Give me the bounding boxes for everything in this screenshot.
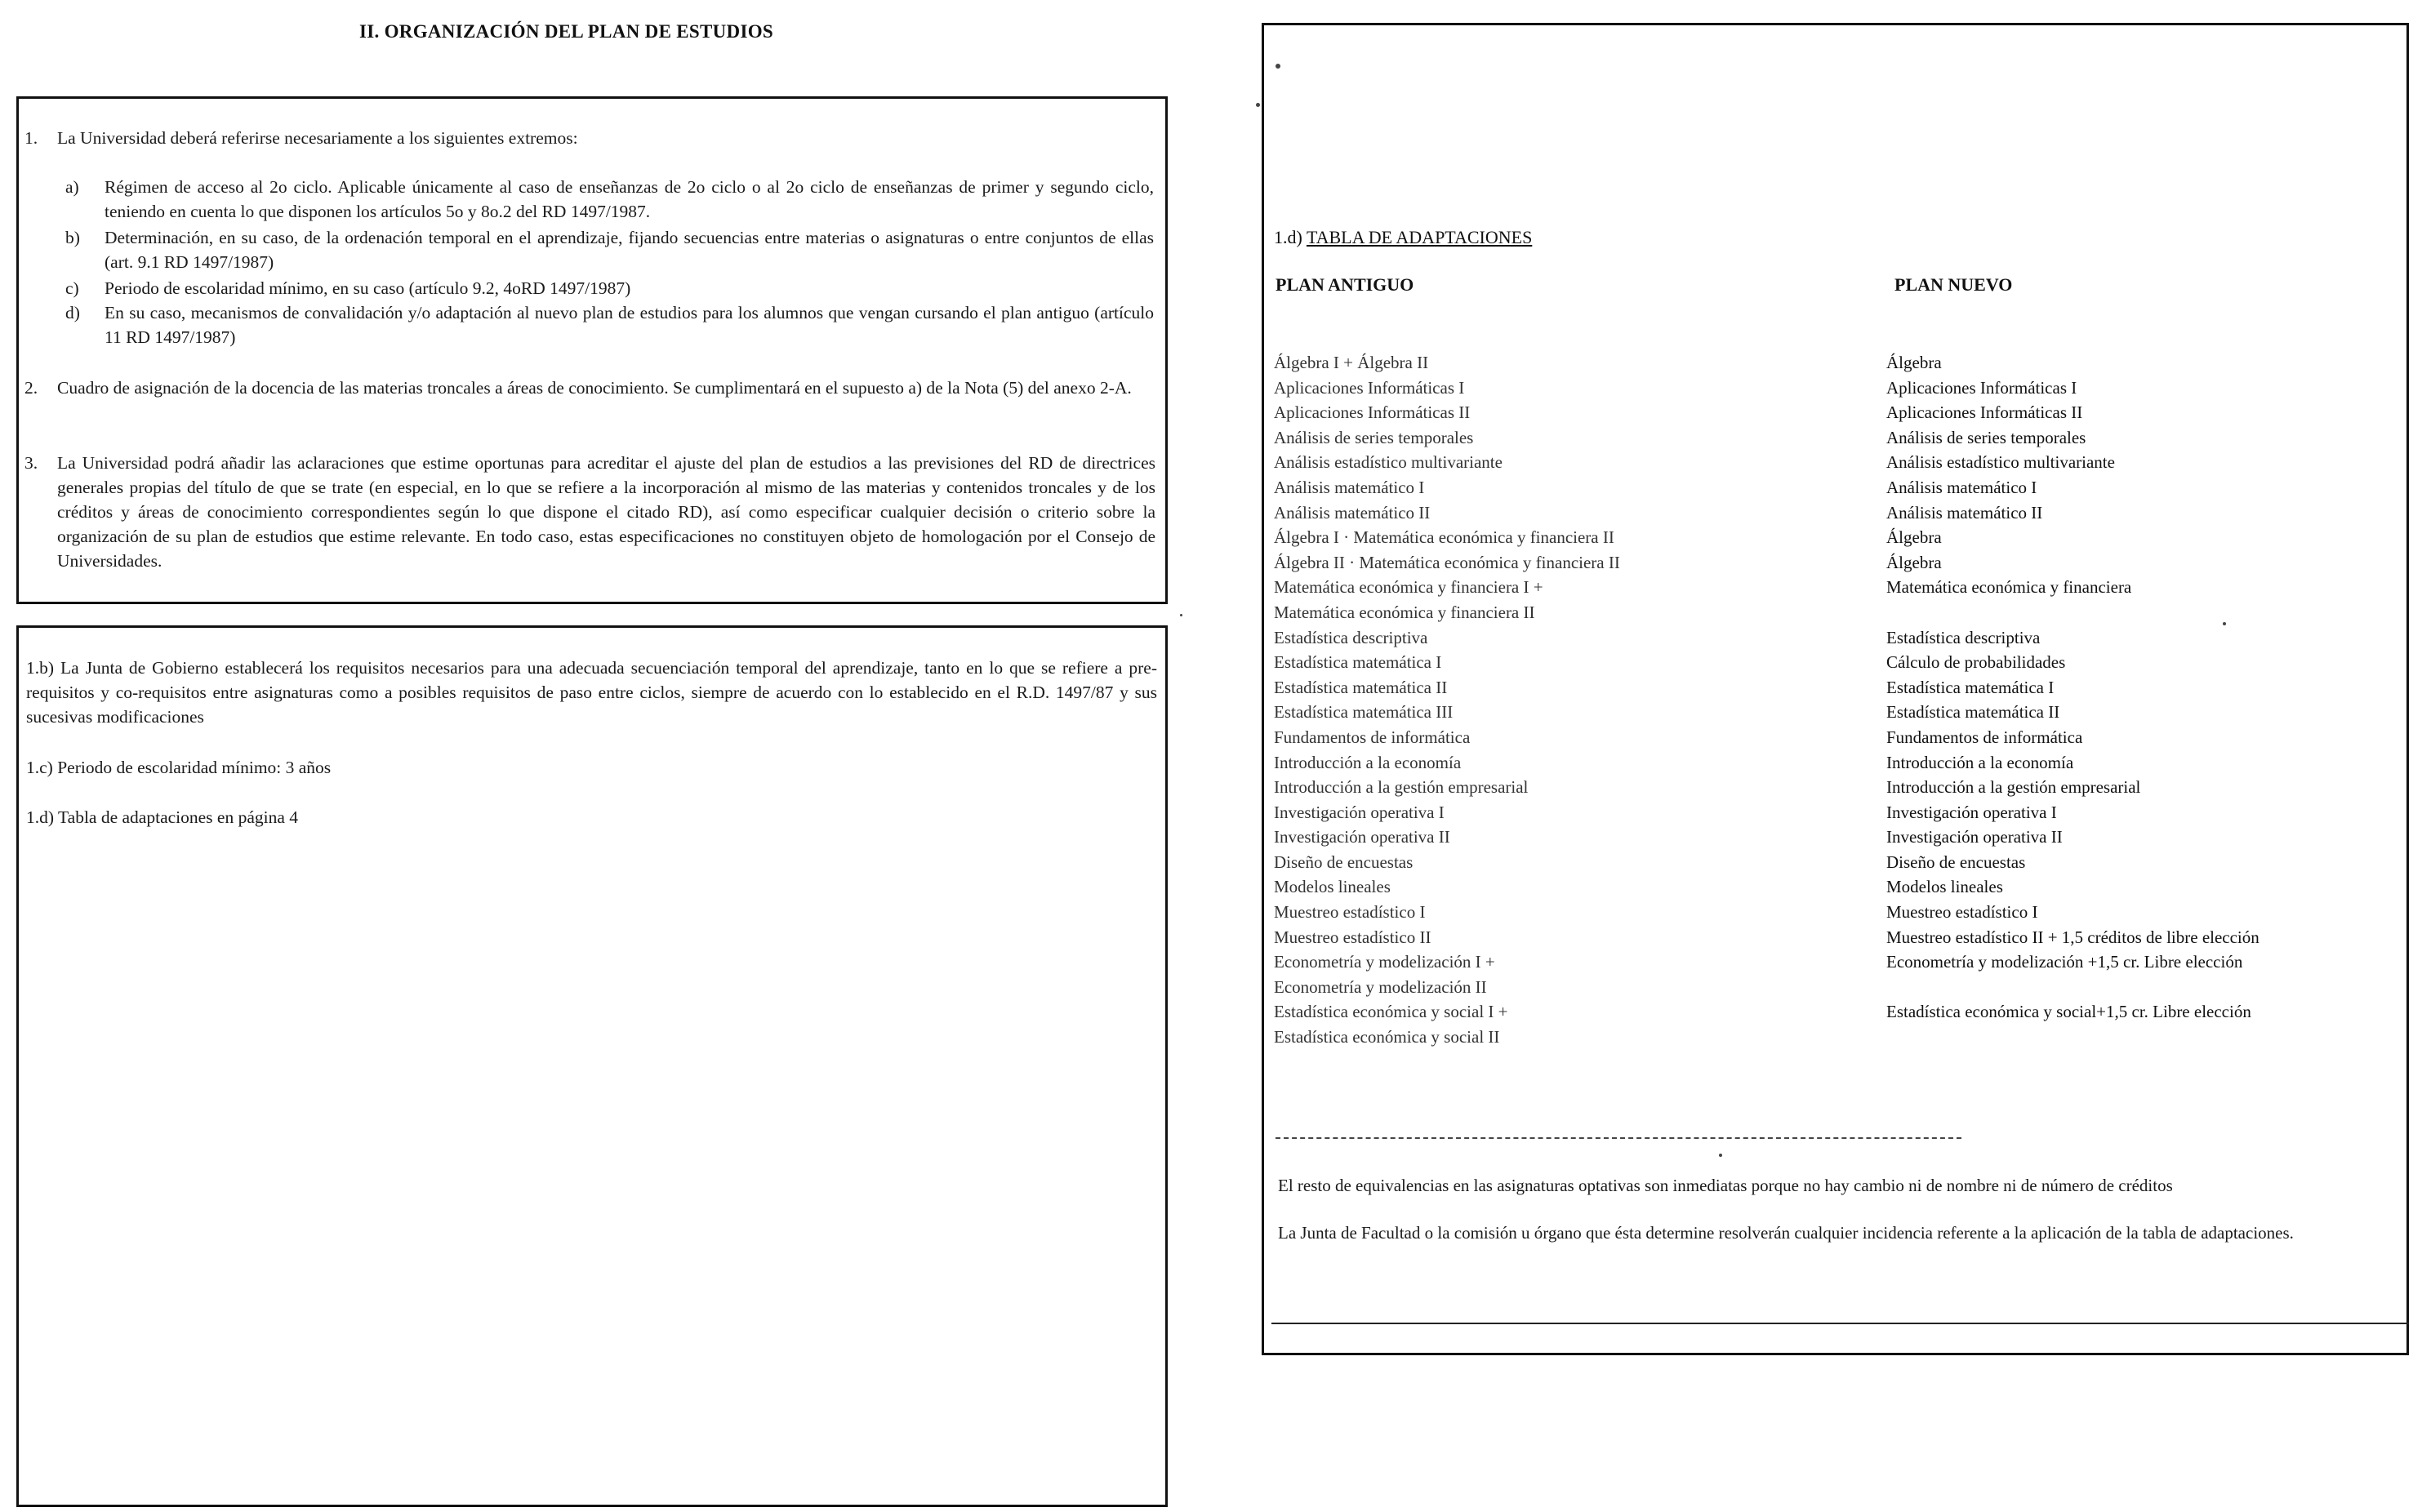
column-header-plan-nuevo: PLAN NUEVO (1894, 274, 2013, 295)
plan-nuevo-row: Diseño de encuestas (1886, 852, 2026, 872)
scan-speck (1719, 1154, 1722, 1157)
plan-antiguo-list (1274, 350, 1620, 1050)
plan-nuevo-row: Muestreo estadístico II + 1,5 créditos de libre elección (1886, 927, 2259, 947)
plan-nuevo-row: Introducción a la gestión empresarial (1886, 777, 2141, 798)
junta-1d: 1.d) Tabla de adaptaciones en página 4 (26, 807, 299, 827)
plan-nuevo-row: Econometría y modelización +1,5 cr. Libre elección (1886, 952, 2243, 972)
plan-antiguo-row: Estadística matemática I (1274, 652, 1442, 673)
plan-nuevo-row: Investigación operativa II (1886, 827, 2063, 847)
plan-nuevo-row: Introducción a la economía (1886, 752, 2074, 772)
plan-antiguo-row: Estadística económica y social II (1274, 1027, 1500, 1047)
item-d-text: En su caso, mecanismos de convalidación y/o adaptación al nuevo plan de estudios para los alumnos que vengan cursando el plan antiguo (artículo 11 RD 1497/1987) (105, 303, 1154, 347)
tabla-heading (1274, 227, 1532, 248)
item-a-letter: a) (65, 177, 79, 197)
plan-antiguo-row: Modelos lineales (1274, 877, 1391, 897)
plan-antiguo-row: Aplicaciones Informáticas I (1274, 377, 1465, 398)
plan-antiguo-row: Análisis de series temporales (1274, 427, 1474, 447)
junta-1b: 1.b) La Junta de Gobierno establecerá los requisitos necesarios para una adecuada secuenciación temporal del aprendizaje, tanto en lo que se refiere a pre-requisitos y co-requisitos entre asignaturas como a posibles requisitos de paso entre ciclos, siempre de acuerdo con lo establecido en el R.D. 1497/87 y sus sucesivas modificaciones (26, 658, 1157, 727)
item-d-letter: d) (65, 303, 80, 322)
note-junta-facultad: La Junta de Facultad o la comisión u órgano que ésta determine resolverán cualquier incidencia referente a la aplicación de la tabla de adaptaciones. (1278, 1223, 2294, 1243)
plan-antiguo-row: Fundamentos de informática (1274, 727, 1471, 747)
plan-antiguo-row: Econometría y modelización II (1274, 976, 1487, 997)
plan-nuevo-row: Estadística matemática II (1886, 702, 2060, 723)
item-c-text: Periodo de escolaridad mínimo, en su caso (artículo 9.2, 4oRD 1497/1987) (105, 278, 631, 298)
tabla-heading-title: TABLA DE ADAPTACIONES (1306, 227, 1533, 247)
plan-nuevo-row: Aplicaciones Informáticas I (1886, 377, 2077, 398)
plan-nuevo-row (1886, 975, 2259, 1000)
plan-nuevo-row: Álgebra (1886, 552, 1942, 572)
plan-nuevo-row: Muestreo estadístico I (1886, 902, 2038, 923)
plan-antiguo-row: Estadística descriptiva (1274, 627, 1428, 647)
plan-antiguo-row: Estadística económica y social I + (1274, 1002, 1508, 1022)
plan-antiguo-row: Aplicaciones Informáticas II (1274, 402, 1471, 423)
plan-nuevo-row: Análisis de series temporales (1886, 427, 2086, 447)
dashed-divider (1276, 1137, 1961, 1139)
plan-antiguo-row: Introducción a la economía (1274, 752, 1462, 772)
scan-speck (1180, 614, 1182, 616)
page-title: II. ORGANIZACIÓN DEL PLAN DE ESTUDIOS (359, 21, 773, 42)
plan-nuevo-row: Aplicaciones Informáticas II (1886, 402, 2083, 423)
plan-antiguo-row: Investigación operativa I (1274, 802, 1445, 822)
note-equivalencias: El resto de equivalencias en las asignaturas optativas son inmediatas porque no hay cambio ni de nombre ni de número de créditos (1278, 1176, 2173, 1195)
plan-antiguo-row: Análisis matemático I (1274, 477, 1425, 497)
plan-nuevo-row: Álgebra (1886, 353, 1942, 372)
plan-nuevo-row: Análisis matemático I (1886, 477, 2037, 497)
scan-speck (1276, 64, 1280, 69)
plan-nuevo-row: Análisis matemático II (1886, 502, 2043, 523)
plan-antiguo-row: Investigación operativa II (1274, 827, 1450, 847)
plan-nuevo-list (1886, 350, 2259, 1050)
section3-text: La Universidad podrá añadir las aclaraciones que estime oportunas para acreditar el ajuste del plan de estudios a las previsiones del RD de directrices generales propias del título de que se trate (en especial, en lo que se refiere a la incorporación al mismo de las materias y contenidos troncales y de los créditos y áreas de conocimiento correspondientes según lo que dispone el citado RD), así como especificar cualquier decisión o criterio sobre la organización de su plan de estudios que estime relevante. En todo caso, estas especificaciones no constituyen objeto de homologación por el Consejo de Universidades. (57, 453, 1155, 571)
plan-nuevo-row: Modelos lineales (1886, 877, 2003, 897)
plan-nuevo-row: Estadística matemática I (1886, 677, 2055, 697)
plan-nuevo-row: Estadística descriptiva (1886, 627, 2041, 647)
plan-antiguo-row: Econometría y modelización I + (1274, 952, 1495, 972)
column-header-plan-antiguo: PLAN ANTIGUO (1276, 274, 1414, 295)
plan-antiguo-row: Introducción a la gestión empresarial (1274, 777, 1529, 798)
plan-nuevo-row (1886, 600, 2259, 625)
plan-antiguo-row: Diseño de encuestas (1274, 852, 1414, 872)
tabla-heading-prefix: 1.d) (1274, 227, 1307, 247)
plan-nuevo-row: Matemática económica y financiera (1886, 577, 2132, 598)
item-b-text: Determinación, en su caso, de la ordenación temporal en el aprendizaje, fijando secuencias entre materias o asignaturas o entre conjuntos de ellas (art. 9.1 RD 1497/1987) (105, 228, 1154, 272)
bottom-divider (1271, 1323, 2409, 1324)
plan-antiguo-row: Análisis matemático II (1274, 502, 1431, 523)
plan-nuevo-row: Cálculo de probabilidades (1886, 652, 2066, 673)
plan-nuevo-row: Álgebra (1886, 527, 1942, 548)
plan-antiguo-row: Muestreo estadístico II (1274, 927, 1431, 947)
scan-speck (1256, 103, 1260, 107)
plan-antiguo-row: Muestreo estadístico I (1274, 902, 1426, 923)
junta-1c: 1.c) Periodo de escolaridad mínimo: 3 años (26, 758, 332, 777)
section2-text: Cuadro de asignación de la docencia de las materias troncales a áreas de conocimiento. Se cumplimentará en el supuesto a) de la Nota (5) del anexo 2-A. (57, 378, 1132, 398)
section1-intro: La Universidad deberá referirse necesariamente a los siguientes extremos: (57, 128, 578, 148)
plan-nuevo-row: Análisis estadístico multivariante (1886, 452, 2115, 473)
plan-antiguo-row: Álgebra II · Matemática económica y financiera II (1274, 552, 1620, 572)
item-a-text: Régimen de acceso al 2o ciclo. Aplicable únicamente al caso de enseñanzas de 2o ciclo o al 2o ciclo de enseñanzas de primer y segundo ciclo, teniendo en cuenta lo que disponen los artículos 5o y 8o.2 del RD 1497/1987. (105, 177, 1154, 221)
plan-antiguo-row: Matemática económica y financiera II (1274, 602, 1535, 622)
section3-number: 3. (24, 453, 38, 473)
section2-number: 2. (24, 378, 38, 398)
item-b-letter: b) (65, 228, 80, 247)
plan-antiguo-row: Álgebra I + Álgebra II (1274, 353, 1429, 372)
plan-antiguo-row: Estadística matemática III (1274, 702, 1454, 723)
plan-nuevo-row: Estadística económica y social+1,5 cr. Libre elección (1886, 1002, 2251, 1022)
plan-nuevo-row: Fundamentos de informática (1886, 727, 2083, 747)
plan-antiguo-row: Análisis estadístico multivariante (1274, 452, 1503, 473)
section1-number: 1. (24, 128, 38, 148)
scan-speck (2223, 622, 2226, 625)
plan-nuevo-row: Investigación operativa I (1886, 802, 2057, 822)
plan-antiguo-row: Álgebra I · Matemática económica y financiera II (1274, 527, 1614, 548)
item-c-letter: c) (65, 278, 79, 298)
plan-nuevo-row (1886, 1025, 2259, 1050)
plan-antiguo-row: Estadística matemática II (1274, 677, 1448, 697)
plan-antiguo-row: Matemática económica y financiera I + (1274, 577, 1543, 598)
